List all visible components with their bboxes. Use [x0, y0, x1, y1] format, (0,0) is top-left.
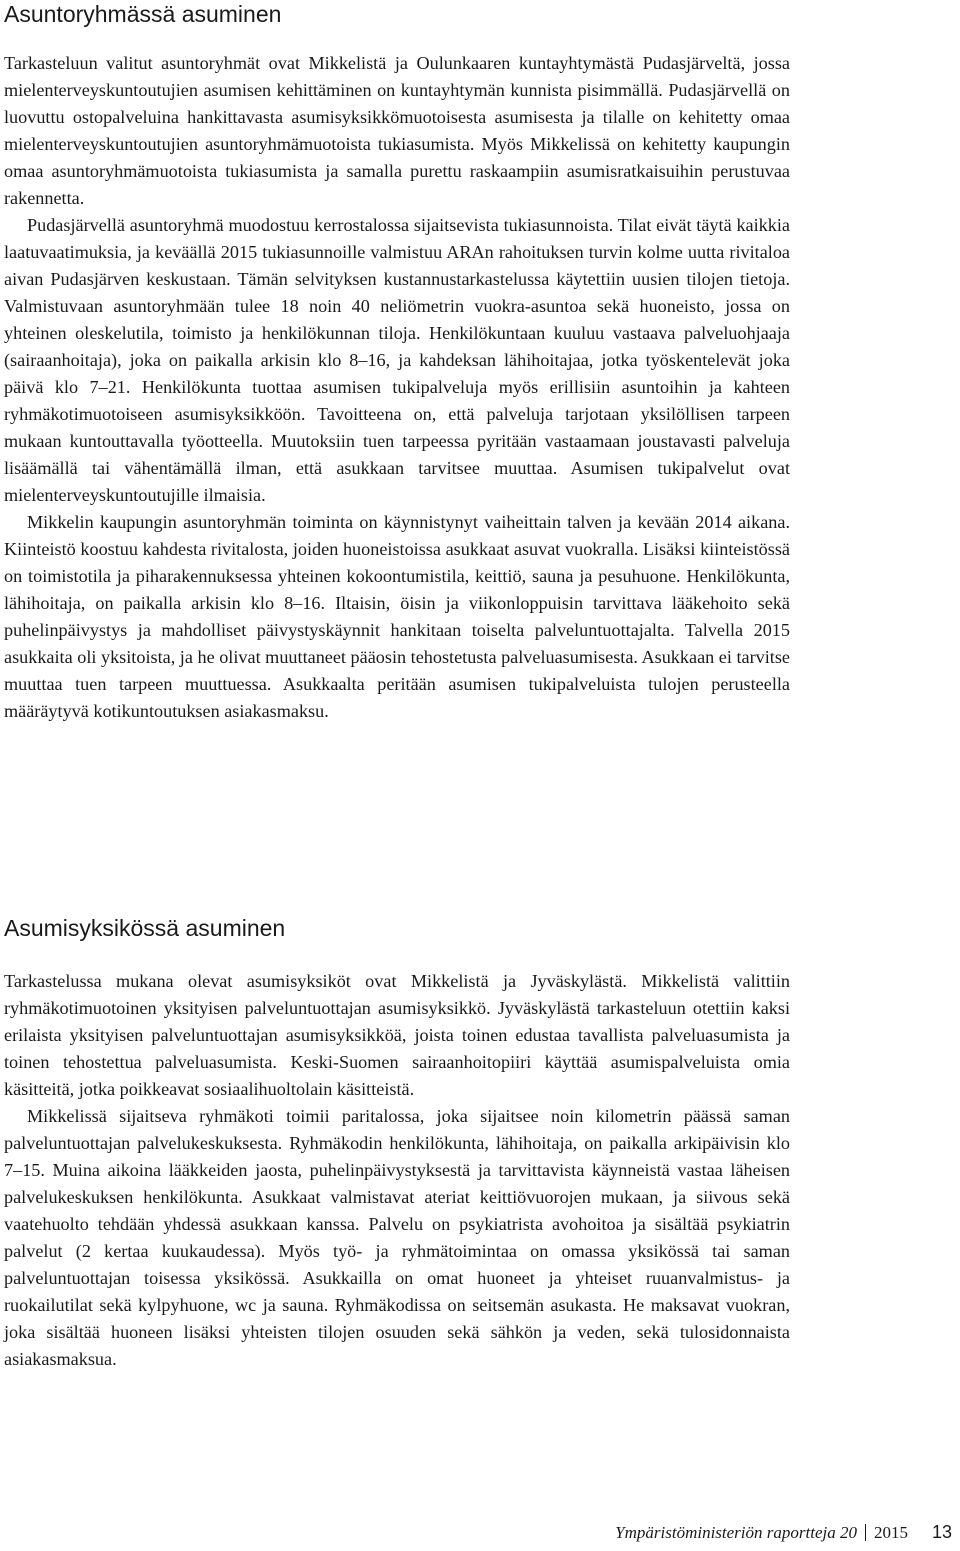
publication-year: 2015 [873, 1523, 908, 1542]
section-heading-asuntoryhma: Asuntoryhmässä asuminen [4, 1, 282, 27]
section-heading-asumisyksikko: Asumisyksikössä asuminen [4, 915, 286, 941]
footer-divider [865, 1524, 866, 1541]
paragraph: Mikkelin kaupungin asuntoryhmän toiminta on käynnistynyt vaiheittain talven ja kevään 2014 aikana. Kiinteistö koostuu kahdesta rivitalosta, joiden huoneistoissa asukkaat asuvat vuokralla. Lisäksi kiinteistössä on toimistotila ja piharakennuksessa yhteinen kokoontumistila, keittiö, sauna ja pesuhuone. Henkilökunta, lähihoitaja, on paikalla arkisin klo 8–16. Iltaisin, öisin ja viikonloppuisin tarvittava lääkehoito sekä puhelinpäivystys ja mahdolliset päivystyskäynnit hankitaan toiselta palveluntuottajalta. Talvella 2015 asukkaita oli yksitoista, ja he olivat muuttaneet pääosin tehostetusta palveluasumisesta. Asukkaan ei tarvitse muuttaa tuen tarpeen muuttuessa. Asukkaalta peritään asumisen tukipalveluista tulojen perusteella määräytyvä kotikuntoutuksen asiakasmaksu. [4, 512, 790, 721]
paragraph: Pudasjärvellä asuntoryhmä muodostuu kerrostalossa sijaitsevista tukiasunnoista. Tilat eivät täytä kaikkia laatuvaatimuksia, ja keväällä 2015 tukiasunnoille valmistuu ARAn rahoituksen turvin kolme uutta rivitaloa aivan Pudasjärven keskustaan. Tämän selvityksen kustannustarkastelussa käytettiin uusien tilojen tietoja. Valmistuvaan asuntoryhmään tulee 18 noin 40 neliömetrin vuokra-asuntoa sekä huoneisto, jossa on yhteinen oleskelutila, toimisto ja henkilökunnan tiloja. Henkilökuntaan kuuluu vastaava palveluohjaaja (sairaanhoitaja), joka on paikalla arkisin klo 8–16, ja kahdeksan lähihoitajaa, jotka työskentelevät joka päivä klo 7–21. Henkilökunta tuottaa asumisen tukipalveluja myös erillisiin asuntoihin ja kahteen ryhmäkotimuotoiseen asumisyksikköön. Tavoitteena on, että palveluja tarjotaan yksilöllisen tarpeen mukaan kuntouttavalla työotteella. Muutoksiin tuen tarpeessa pyritään vastaamaan joustavasti palveluja lisäämällä tai vähentämällä ilman, että asukkaan tarvitsee muuttaa. Asumisen tukipalvelut ovat mielenterveyskuntoutujille ilmaisia. [4, 215, 790, 505]
publication-title: Ympäristöministeriön raportteja 20 [615, 1523, 857, 1542]
page-footer [615, 1522, 952, 1543]
page-number: 13 [931, 1522, 952, 1542]
paragraph: Mikkelissä sijaitseva ryhmäkoti toimii paritalossa, joka sijaitsee noin kilometrin päässä saman palveluntuottajan palvelukeskuksesta. Ryhmäkodin henkilökunta, lähihoitaja, on paikalla arkipäivisin klo 7–15. Muina aikoina lääkkeiden jaosta, puhelinpäivystyksestä ja tarvittavista käynneistä vastaa läheisen palvelukeskuksen henkilökunta. Asukkaat valmistavat ateriat keittiövuorojen mukaan, ja siivous sekä vaatehuolto tehdään yhdessä asukkaan kanssa. Palvelu on psykiatrista avohoitoa ja sisältää psykiatrin palvelut (2 kertaa kuukaudessa). Myös työ- ja ryhmätoimintaa on omassa yksikössä tai saman palveluntuottajan toisessa yksikössä. Asukkailla on omat huoneet ja yhteiset ruuanvalmistus- ja ruokailutilat sekä kylpyhuone, wc ja sauna. Ryhmäkodissa on seitsemän asukasta. He maksavat vuokran, joka sisältää huoneen lisäksi yhteisten tilojen osuuden sekä sähkön ja veden, sekä tulosidonnaista asiakasmaksua. [4, 1106, 790, 1369]
section-body-asumisyksikko [4, 968, 790, 1373]
paragraph: Tarkastelussa mukana olevat asumisyksiköt ovat Mikkelistä ja Jyväskylästä. Mikkelistä valittiin ryhmäkotimuotoinen yksityisen palveluntuottajan asumisyksikkö. Jyväskylästä tarkasteluun otettiin kaksi erilaista yksityisen palveluntuottajan asumisyksikköä, joista toinen edustaa tavallista palveluasumista ja toinen tehostettua palveluasumista. Keski-Suomen sairaanhoitopiiri käyttää asumispalveluista omia käsitteitä, jotka poikkeavat sosiaalihuoltolain käsitteistä. [4, 971, 790, 1099]
section-body-asuntoryhma [4, 50, 790, 725]
paragraph: Tarkasteluun valitut asuntoryhmät ovat Mikkelistä ja Oulunkaaren kuntayhtymästä Pudasjärveltä, jossa mielenterveyskuntoutujien asumisen kehittäminen on kuntayhtymän kunnista pisimmällä. Pudasjärvellä on luovuttu ostopalveluina hankittavasta asumisyksikkömuotoisesta asumisesta ja tilalle on kehitetty omaa mielenterveyskuntoutujien asuntoryhmämuotoista tukiasumista. Myös Mikkelissä on kehitetty kaupungin omaa asuntoryhmämuotoista tukiasumista ja samalla purettu raskaampiin asumisratkaisuihin perustuvaa rakennetta. [4, 53, 790, 208]
